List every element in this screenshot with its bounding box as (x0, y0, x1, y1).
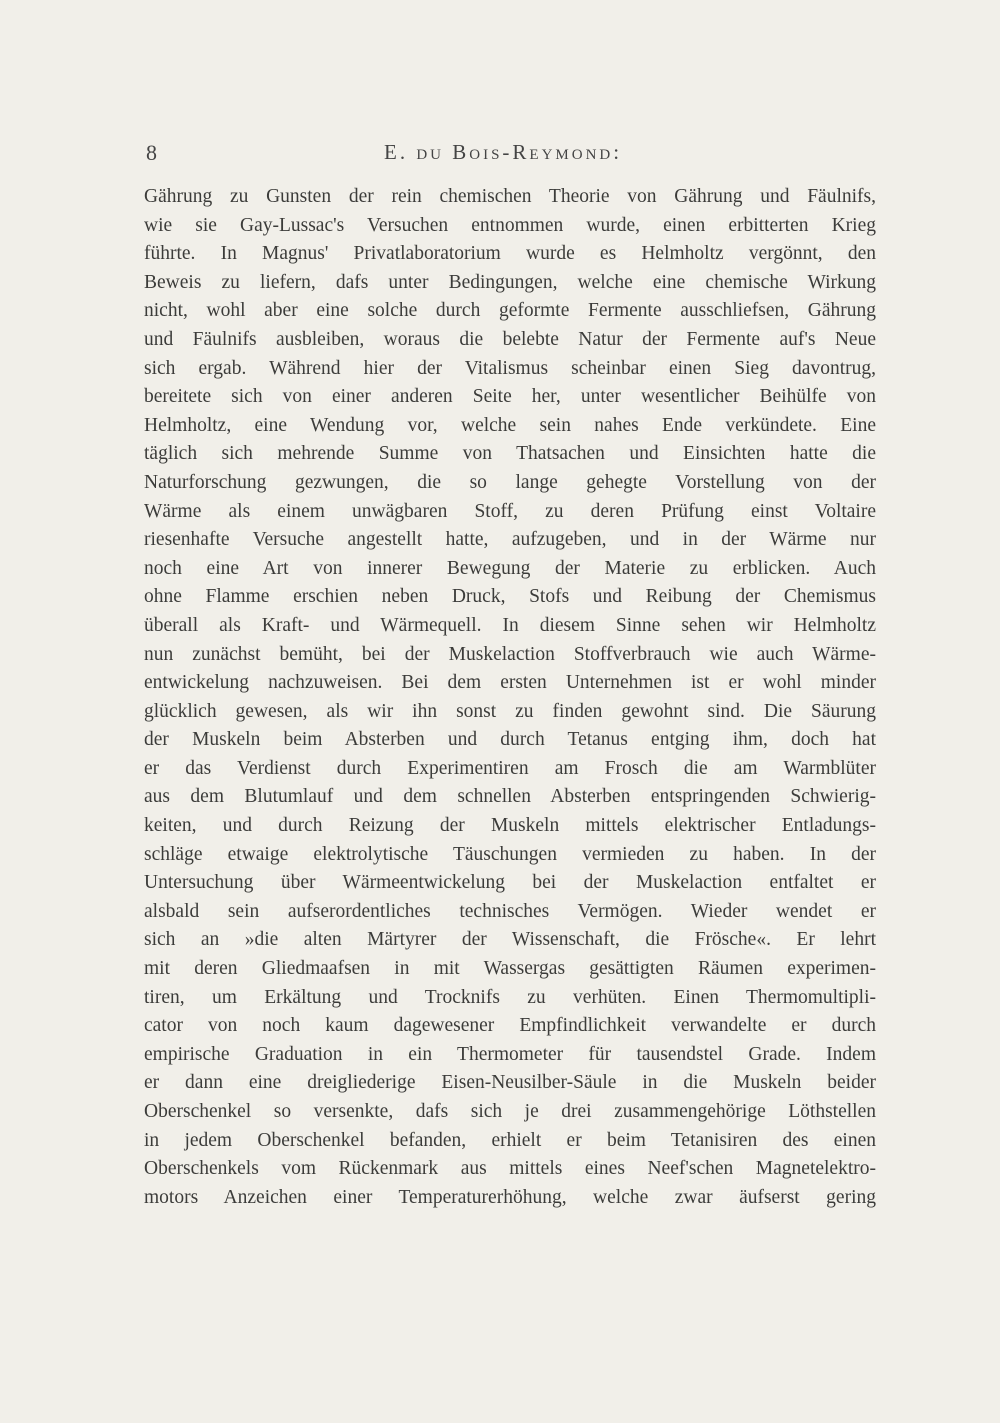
text-line: tiren, um Erkältung und Trocknifs zu verhüten. Einen Thermomultipli- (144, 986, 876, 1008)
text-line: mit deren Gliedmaafsen in mit Wassergas gesättigten Räumen experimen- (144, 958, 876, 980)
text-line: Beweis zu liefern, dafs unter Bedingungen, welche eine chemische Wirkung (144, 271, 876, 293)
text-line: Gährung zu Gunsten der rein chemischen Theorie von Gährung und Fäulnifs, (144, 186, 876, 207)
text-line: Oberschenkels vom Rückenmark aus mittels eines Neef'schen Magnetelektro- (144, 1158, 876, 1180)
text-line: er dann eine dreigliederige Eisen-Neusilber-Säule in die Muskeln beider (144, 1072, 876, 1094)
text-line: sich ergab. Während hier der Vitalismus scheinbar einen Sieg davontrug, (144, 357, 876, 379)
text-line: motors Anzeichen einer Temperaturerhöhung, welche zwar äufserst gering (144, 1186, 876, 1208)
text-line: Helmholtz, eine Wendung vor, welche sein nahes Ende verkündete. Eine (144, 414, 876, 436)
text-line: schläge etwaige elektrolytische Täuschungen vermieden zu haben. In der (144, 843, 876, 865)
text-line: der Muskeln beim Absterben und durch Tetanus entging ihm, doch hat (144, 729, 876, 751)
text-line: bereitete sich von einer anderen Seite her, unter wesentlicher Beihülfe von (144, 386, 876, 408)
text-line: riesenhafte Versuche angestellt hatte, aufzugeben, und in der Wärme nur (144, 529, 876, 551)
text-line: empirische Graduation in ein Thermometer für tausendstel Grade. Indem (144, 1043, 876, 1065)
text-line: wie sie Gay-Lussac's Versuchen entnommen wurde, einen erbitterten Krieg (144, 214, 876, 236)
text-line: er das Verdienst durch Experimentiren am Frosch die am Warmblüter (144, 757, 876, 779)
text-line: ohne Flamme erschien neben Druck, Stofs und Reibung der Chemismus (144, 586, 876, 608)
text-line: Untersuchung über Wärmeentwickelung bei der Muskelaction entfaltet er (144, 872, 876, 894)
text-line: Oberschenkel so versenkte, dafs sich je drei zusammengehörige Löthstellen (144, 1101, 876, 1122)
text-line: überall als Kraft- und Wärmequell. In diesem Sinne sehen wir Helmholtz (144, 614, 876, 636)
text-line: Wärme als einem unwägbaren Stoff, zu deren Prüfung einst Voltaire (144, 500, 876, 522)
text-line: keiten, und durch Reizung der Muskeln mittels elektrischer Entladungs- (144, 815, 876, 837)
text-line: aus dem Blutumlauf und dem schnellen Absterben entspringenden Schwierig- (144, 786, 876, 808)
text-line: glücklich gewesen, als wir ihn sonst zu finden gewohnt sind. Die Säurung (144, 700, 876, 722)
text-line: cator von noch kaum dagewesener Empfindlichkeit verwandelte er durch (144, 1015, 876, 1037)
text-line: entwickelung nachzuweisen. Bei dem ersten Unternehmen ist er wohl minder (144, 672, 876, 694)
text-line: führte. In Magnus' Privatlaboratorium wurde es Helmholtz vergönnt, den (144, 243, 876, 265)
text-line: nicht, wohl aber eine solche durch geformte Fermente ausschliefsen, Gährung (144, 300, 876, 322)
text-line: Naturforschung gezwungen, die so lange gehegte Vorstellung von der (144, 471, 876, 493)
running-head: E. du Bois-Reymond: (384, 140, 623, 164)
text-line: und Fäulnifs ausbleiben, woraus die belebte Natur der Fermente auf's Neue (144, 328, 876, 350)
page-header (146, 140, 876, 170)
text-line: alsbald sein aufserordentliches technisches Vermögen. Wieder wendet er (144, 900, 876, 922)
text-line: sich an »die alten Märtyrer der Wissenschaft, die Frösche«. Er lehrt (144, 929, 876, 951)
text-line: in jedem Oberschenkel befanden, erhielt er beim Tetanisiren des einen (144, 1129, 876, 1151)
body-paragraph (144, 183, 876, 1212)
text-line: nun zunächst bemüht, bei der Muskelaction Stoffverbrauch wie auch Wärme- (144, 643, 876, 665)
text-line: täglich sich mehrende Summe von Thatsachen und Einsichten hatte die (144, 443, 876, 465)
text-line: noch eine Art von innerer Bewegung der Materie zu erblicken. Auch (144, 557, 876, 579)
page-number: 8 (146, 140, 157, 165)
